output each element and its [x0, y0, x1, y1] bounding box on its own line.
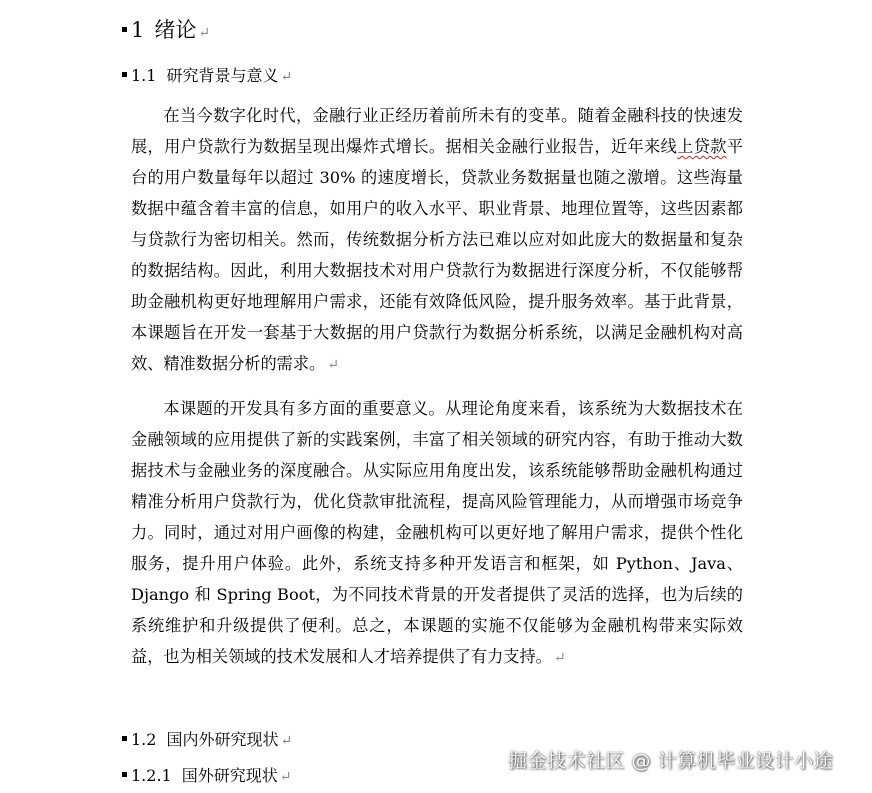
heading-1-1 [122, 63, 292, 86]
heading-1-2-1 [122, 763, 291, 786]
heading-number: 1 [131, 18, 145, 42]
heading-1-2 [122, 727, 292, 750]
heading-title: 国外研究现状 [181, 766, 278, 785]
body-paragraph-2[interactable] [131, 393, 743, 674]
heading-number: 1.2 [131, 730, 157, 749]
paragraph-mark-icon: ↵ [553, 650, 566, 666]
heading-1 [122, 14, 210, 44]
body-paragraph-1[interactable] [131, 100, 743, 381]
heading-number: 1.2.1 [131, 766, 172, 785]
paragraph-mark-icon: ↵ [280, 733, 293, 749]
paragraph-mark-icon: ↵ [280, 69, 293, 85]
paragraph-text: 在当今数字化时代，金融行业正经历着前所未有的变革。随着金融科技的快速发展，用户贷款行为数据呈现出爆炸式增长。据相关金融行业报告，近年来线 [131, 106, 743, 156]
heading-bullet [122, 772, 127, 777]
heading-bullet [122, 72, 127, 77]
paragraph-mark-icon: ↵ [327, 357, 339, 373]
spellcheck-underlined-text: 上贷款 [677, 137, 727, 156]
paragraph-text: 本课题的开发具有多方面的重要意义。从理论角度来看，该系统为大数据技术在金融领域的应用提供了新的实践案例，丰富了相关领域的研究内容，有助于推动大数据技术与金融业务的深度融合。从实际应用角度出发，该系统能够帮助金融机构通过精准分析用户贷款行为，优化贷款审批流程，提高风险管理能力，从而增强市场竞争力。同时，通过对用户画像的构建，金融机构可以更好地了解用户需求，提供个性化服务，提升用户体验。此外，系统支持多种开发语言和框架，如 Python、Java、Django 和 Spring Boot，为不同技术背景的开发者提供了灵活的选择，也为后续的系统维护和升级提供了便利。总之，本课题的实施不仅能够为金融机构带来实际效益，也为相关领域的技术发展和人才培养提供了有力支持。 [131, 399, 743, 666]
heading-title: 绪论 [154, 18, 197, 42]
watermark: 掘金技术社区 @ 计算机毕业设计小途 [508, 750, 834, 772]
paragraph-mark-icon: ↵ [279, 769, 292, 785]
paragraph-text: 平台的用户数量每年以超过 30% 的速度增长，贷款业务数据量也随之激增。这些海量数据中蕴含着丰富的信息，如用户的收入水平、职业背景、地理位置等，这些因素都与贷款行为密切相关。然而，传统数据分析方法已难以应对如此庞大的数据量和复杂的数据结构。因此，利用大数据技术对用户贷款行为数据进行深度分析，不仅能够帮助金融机构更好地理解用户需求，还能有效降低风险，提升服务效率。基于此背景，本课题旨在开发一套基于大数据的用户贷款行为数据分析系统，以满足金融机构对高效、精准数据分析的需求。 [131, 137, 744, 373]
heading-title: 国内外研究现状 [166, 730, 279, 749]
heading-bullet [122, 27, 127, 32]
heading-number: 1.1 [131, 66, 157, 85]
heading-title: 研究背景与意义 [166, 66, 279, 85]
heading-bullet [122, 736, 127, 741]
paragraph-mark-icon: ↵ [198, 25, 211, 41]
